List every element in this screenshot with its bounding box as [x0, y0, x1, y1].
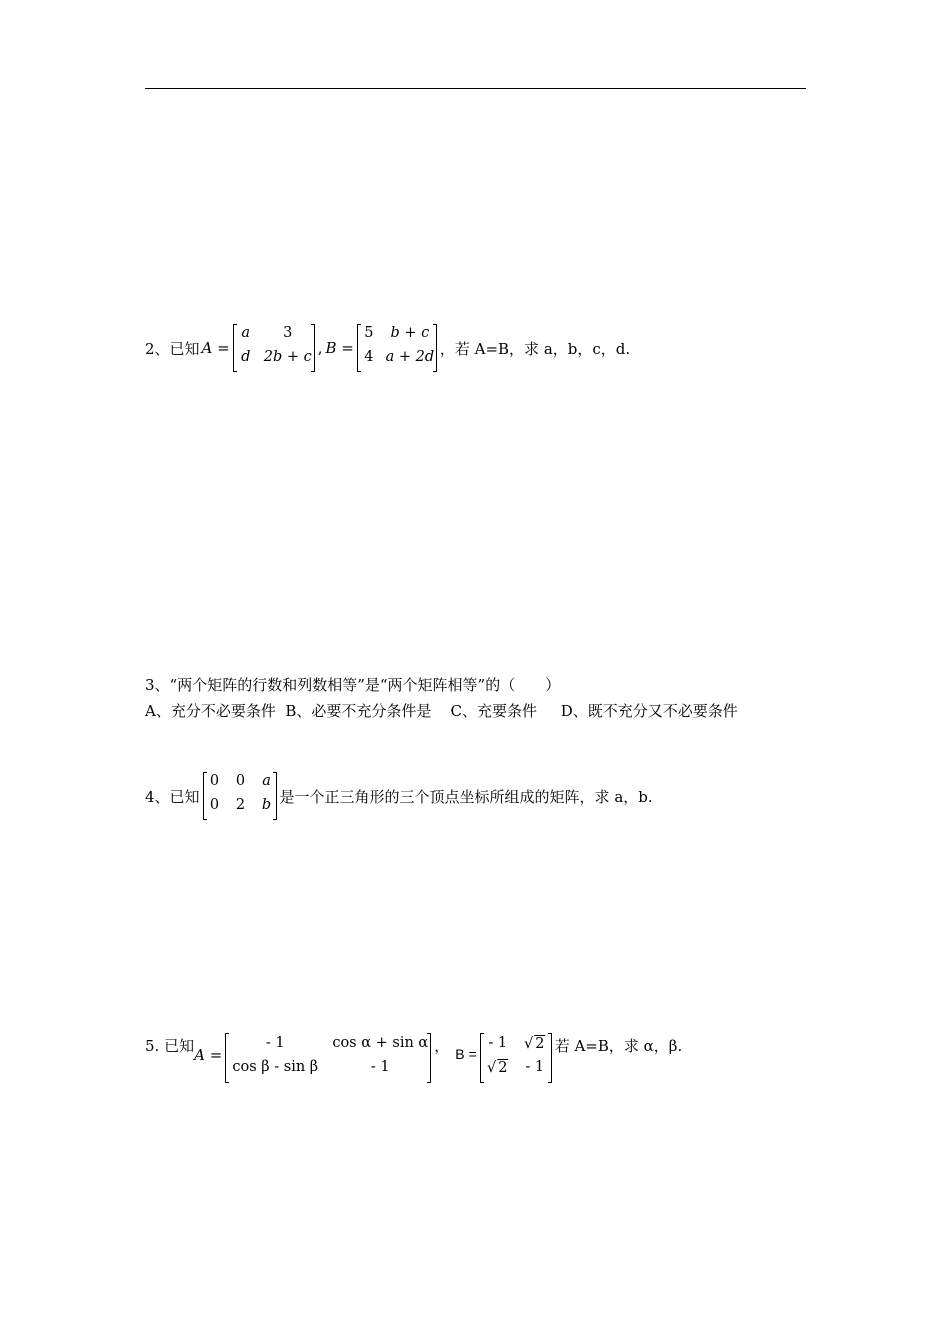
- matrix-cell: b: [261, 797, 272, 813]
- q2-matrix-a: [233, 324, 315, 372]
- question-5: [145, 1033, 682, 1083]
- matrix-cell: 0: [209, 797, 220, 813]
- q5-matrix-a: [225, 1033, 431, 1083]
- question-3: [145, 674, 560, 695]
- matrix-cell: a: [241, 325, 251, 341]
- q4-question-text: 是一个正三角形的三个顶点坐标所组成的矩阵，求 a，b.: [279, 787, 653, 806]
- q5-matrix-a-label: A =: [194, 1046, 223, 1064]
- matrix-cell: 0: [235, 773, 246, 789]
- matrix-cell: a + 2d: [385, 349, 435, 365]
- matrix-cell: - 1: [370, 1059, 390, 1075]
- q5-matrix-b: [480, 1033, 552, 1083]
- matrix-cell: - 1: [488, 1035, 508, 1051]
- q5-question-text: 若 A=B，求 α，β.: [554, 1037, 683, 1055]
- question-3-options: [145, 700, 738, 721]
- matrix-cell: - 1: [525, 1059, 545, 1075]
- q3-stem: 3、“两个矩阵的行数和列数相等”是“两个矩阵相等”的（ ）: [145, 676, 561, 694]
- sqrt-cell: √ 2: [523, 1036, 545, 1052]
- q2-matrix-a-label: A =: [201, 339, 230, 357]
- matrix-cell: cos β - sin β: [232, 1059, 319, 1075]
- q2-question-text: ，若 A=B，求 a，b，c，d.: [439, 339, 631, 358]
- matrix-cell: cos α + sin α: [332, 1035, 429, 1051]
- matrix-cell: b + c: [390, 325, 430, 341]
- question-2: [145, 324, 630, 372]
- matrix-cell: - 1: [265, 1035, 285, 1051]
- sqrt-cell: √ 2: [486, 1060, 508, 1076]
- q2-number: 2、已知: [145, 339, 200, 358]
- q2-matrix-b: [357, 324, 437, 372]
- radicand: 2: [535, 1036, 545, 1052]
- q5-separator: ，: [434, 1037, 450, 1055]
- header-rule: [145, 88, 806, 89]
- matrix-cell: 3: [283, 325, 293, 341]
- question-4: [145, 772, 653, 820]
- matrix-cell: d: [241, 349, 251, 365]
- matrix-cell: a: [262, 773, 271, 789]
- q4-number: 4、已知: [145, 787, 200, 806]
- matrix-cell: 2: [235, 797, 246, 813]
- q3-options: A、充分不必要条件 B、必要不充分条件是 C、充要条件 D、既不充分又不必要条件: [145, 702, 738, 720]
- q2-comma: ,: [317, 339, 323, 357]
- matrix-cell: 4: [364, 349, 374, 365]
- q2-matrix-b-label: B =: [325, 339, 354, 357]
- matrix-cell: 2b + c: [263, 349, 312, 365]
- radicand: 2: [498, 1060, 508, 1076]
- matrix-cell: 5: [364, 325, 374, 341]
- q4-matrix: [203, 772, 277, 820]
- q5-number: 5. 已知: [145, 1037, 195, 1055]
- matrix-cell: 0: [209, 773, 220, 789]
- q5-matrix-b-label: B =: [455, 1046, 477, 1062]
